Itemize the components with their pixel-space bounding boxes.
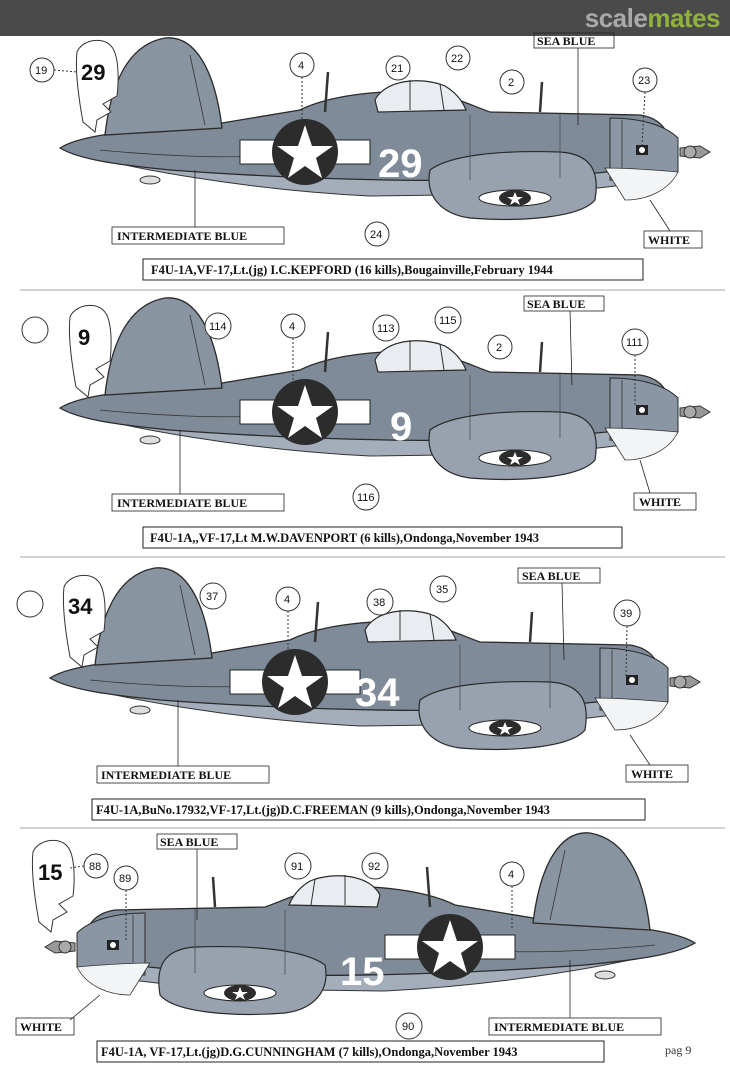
- svg-text:115: 115: [439, 315, 457, 327]
- svg-text:19: 19: [35, 65, 48, 77]
- caption-2: F4U-1A,,VF-17,Lt M.W.DAVENPORT (6 kills),Ondonga,November 1943: [150, 531, 540, 545]
- fuselage-code-1: 29: [378, 142, 423, 186]
- svg-text:91: 91: [291, 861, 304, 873]
- profile-3: [17, 568, 725, 828]
- profile-2: [20, 296, 725, 557]
- svg-text:39: 39: [620, 608, 633, 620]
- label-intermediate-blue-1: INTERMEDIATE BLUE: [117, 229, 248, 243]
- svg-text:92: 92: [368, 861, 381, 873]
- label-sea-blue-2: SEA BLUE: [527, 297, 586, 311]
- profile-1: [20, 33, 725, 290]
- svg-text:35: 35: [436, 584, 449, 596]
- tail-code-4: 15: [38, 860, 63, 885]
- fuselage-code-3: 34: [355, 671, 400, 715]
- label-intermediate-blue-2: INTERMEDIATE BLUE: [117, 496, 248, 510]
- fuselage-code-4: 15: [340, 950, 385, 994]
- svg-text:4: 4: [298, 60, 305, 72]
- label-intermediate-blue-3: INTERMEDIATE BLUE: [101, 768, 232, 782]
- scalemates-logo[interactable]: scalemates: [584, 3, 720, 33]
- svg-text:4: 4: [508, 869, 515, 881]
- svg-text:38: 38: [373, 597, 386, 609]
- svg-text:37: 37: [206, 591, 219, 603]
- page-number: pag 9: [665, 1043, 692, 1057]
- svg-text:2: 2: [496, 342, 503, 354]
- svg-text:24: 24: [370, 229, 383, 241]
- tail-code-3: 34: [68, 594, 93, 619]
- svg-text:111: 111: [626, 337, 643, 349]
- label-white-4: WHITE: [20, 1020, 63, 1034]
- svg-text:113: 113: [377, 323, 395, 335]
- label-sea-blue-3: SEA BLUE: [522, 569, 581, 583]
- caption-4: F4U-1A, VF-17,Lt.(jg)D.G.CUNNINGHAM (7 kills),Ondonga,November 1943: [101, 1045, 518, 1059]
- fuselage-code-2: 9: [390, 405, 413, 449]
- tail-code-1: 29: [81, 60, 106, 85]
- svg-text:89: 89: [119, 873, 132, 885]
- caption-1: F4U-1A,VF-17,Lt.(jg) I.C.KEPFORD (16 kills),Bougainville,February 1944: [151, 263, 553, 277]
- svg-text:114: 114: [209, 321, 227, 333]
- svg-text:2: 2: [508, 77, 515, 89]
- label-white-3: WHITE: [631, 767, 674, 781]
- tail-code-2: 9: [78, 325, 91, 350]
- label-white-2: WHITE: [639, 495, 682, 509]
- svg-text:21: 21: [391, 63, 404, 75]
- svg-text:4: 4: [289, 321, 296, 333]
- label-sea-blue-1: SEA BLUE: [537, 34, 596, 48]
- svg-text:90: 90: [402, 1021, 415, 1033]
- svg-text:88: 88: [89, 861, 102, 873]
- label-white-1: WHITE: [648, 233, 691, 247]
- svg-text:22: 22: [451, 53, 464, 65]
- profile-4: [16, 833, 695, 1062]
- label-sea-blue-4: SEA BLUE: [160, 835, 219, 849]
- svg-text:116: 116: [357, 492, 375, 504]
- caption-3: F4U-1A,BuNo.17932,VF-17,Lt.(jg)D.C.FREEMAN (9 kills),Ondonga,November 1943: [96, 803, 550, 817]
- svg-text:4: 4: [284, 594, 291, 606]
- label-intermediate-blue-4: INTERMEDIATE BLUE: [494, 1020, 625, 1034]
- svg-text:23: 23: [638, 75, 651, 87]
